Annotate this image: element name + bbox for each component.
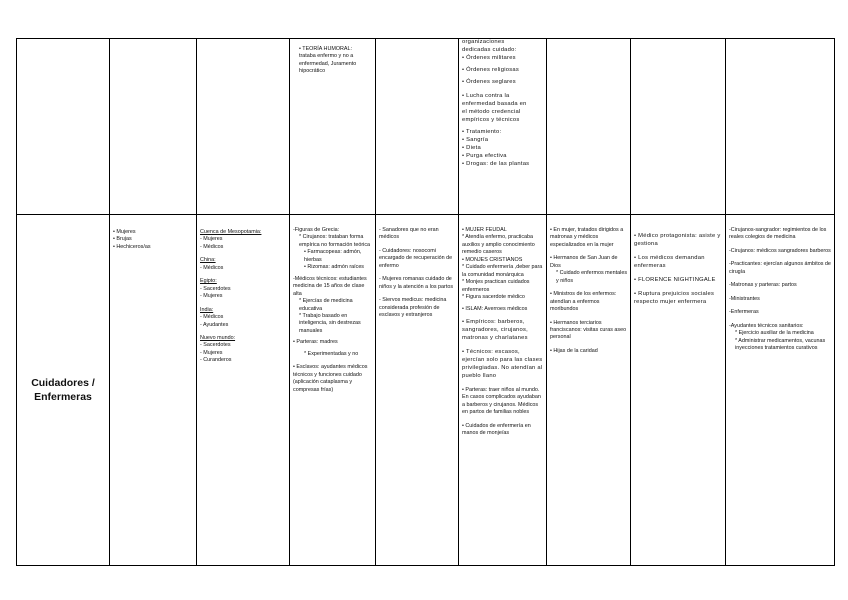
cell-empty-d bbox=[376, 39, 459, 215]
text-line: dedicadas cuidado: bbox=[462, 46, 517, 53]
region-heading: Egipto: bbox=[200, 278, 217, 285]
list-item: - Mujeres bbox=[200, 293, 223, 300]
list-item: • Hechiceros/as bbox=[113, 243, 151, 250]
text-line: • TEORÍA HUMORAL: bbox=[299, 46, 353, 52]
text-line: * Cuidado enfermería ,deber para la comunidad monárquica bbox=[462, 264, 543, 278]
text-line: enfermedad, Juramento bbox=[299, 60, 357, 67]
list-item: - Médicos bbox=[200, 243, 224, 250]
text-line: -Enfermeras bbox=[729, 309, 759, 316]
text-line: • Esclavos: ayudantes médicos técnicos y funciones cuidado (aplicación cataplasma y compresas frías) bbox=[293, 364, 368, 393]
text-line: • MONJES CRISTIANOS bbox=[462, 256, 523, 263]
text-line: • Dieta bbox=[462, 144, 481, 151]
text-line: -Figuras de Grecia: bbox=[293, 227, 340, 233]
cell-empty-f bbox=[631, 39, 726, 215]
text-line: • Parteras: madres bbox=[293, 339, 338, 346]
text-line: -Matronas y parteras: partos bbox=[729, 282, 797, 289]
text-line: • Lucha contra la bbox=[462, 92, 510, 99]
list-item: • Mujeres bbox=[113, 229, 136, 235]
text-line: • ISLAM: Averroes médicos bbox=[462, 305, 528, 312]
text-line: • Purga efectiva bbox=[462, 152, 507, 159]
list-item: - Sacerdotes bbox=[200, 285, 231, 292]
list-item: - Mujeres bbox=[200, 349, 223, 356]
text-line: -Cirujanos: médicos sangradores barberos bbox=[729, 247, 831, 254]
history-table bbox=[16, 38, 835, 566]
text-line: * Experimentadas y no bbox=[304, 350, 359, 357]
text-line: • FLORENCE NIGHTINGALE bbox=[634, 276, 716, 283]
text-line: - Mujeres romanas cuidado de niños y la atención a los partos bbox=[379, 276, 454, 290]
list-item: - Ayudantes bbox=[200, 321, 229, 328]
text-line: - Sanadores que no eran médicos bbox=[379, 227, 439, 241]
cell-empty-c bbox=[197, 39, 290, 215]
text-line: -Cirujanos-sangrador: regimientos de los reales colegios de medicina bbox=[729, 227, 827, 241]
list-item: - Sacerdotes bbox=[200, 342, 231, 349]
text-line: • Hijas de la caridad bbox=[550, 347, 598, 354]
table-row-cuidadores bbox=[17, 215, 835, 566]
text-line: • Los médicos demandan enfermeras bbox=[634, 254, 705, 269]
text-line: * Administrar medicamentos, vacunas inyecciones tratamientos curativos bbox=[735, 337, 826, 351]
cell-current-age bbox=[726, 215, 835, 566]
text-line: trataba enfermo y no a bbox=[299, 53, 354, 60]
text-line: • Rizomas: admón raíces bbox=[304, 264, 365, 271]
text-line: enfermedad basada en bbox=[462, 100, 527, 107]
cell-empty-b bbox=[110, 39, 197, 215]
text-line: • Drogas: de las plantas bbox=[462, 160, 530, 167]
text-line: hipocrático bbox=[299, 68, 326, 75]
text-line: • Médico protagonista: asiste y gestiona bbox=[634, 233, 721, 247]
cell-empty-g bbox=[726, 39, 835, 215]
text-line: • Tratamiento: bbox=[462, 128, 502, 135]
cell-rome bbox=[376, 215, 459, 566]
text-line: -Médicos técnicos: estudiantes medicina de 15 años de clase alta bbox=[293, 275, 367, 297]
cell-greece-top bbox=[290, 39, 376, 215]
text-line: • Órdenes religiosas bbox=[462, 66, 519, 73]
text-line: * Ejercicio auxiliar de la medicina bbox=[735, 330, 814, 337]
region-heading: India: bbox=[200, 306, 214, 313]
list-item: - Curanderos bbox=[200, 357, 232, 364]
text-line: • Parteras: traer niños al mundo. En casos complicados ayudaban a barberos y cirujanos. Médicos en partos de familias nobles bbox=[462, 386, 541, 416]
text-line: -Ayudantes técnicos sanitarios: bbox=[729, 322, 804, 329]
text-line: • Órdenes seglares bbox=[462, 78, 516, 85]
text-line: el método credencial bbox=[462, 108, 521, 115]
cell-middle-ages bbox=[459, 215, 547, 566]
list-item: - Mujeres bbox=[200, 236, 223, 243]
table-row-top bbox=[17, 39, 835, 215]
text-line: * Monjes practican cuidados enfermeros bbox=[462, 279, 530, 293]
text-line: * Figura sacerdote médico bbox=[462, 294, 525, 301]
cell-medieval-top bbox=[459, 39, 547, 215]
text-line: * Atendía enfermo, practicaba auxilios y amplio conocimiento remedio caseros bbox=[462, 234, 535, 256]
text-line: • Técnicos: escasos, ejercían solo para las clases privilegiadas. No atendían al pueblo llano bbox=[462, 348, 543, 379]
text-line: -Practicantes: ejercían algunos ámbitos de cirugía bbox=[729, 261, 831, 275]
text-line: -Ministrantes bbox=[729, 295, 760, 302]
text-line: • Hermanos terciarios franciscanos: visitas curas aseo personal bbox=[550, 319, 627, 341]
row-label: Cuidadores / Enfermeras bbox=[17, 215, 110, 566]
cell-greece bbox=[290, 215, 376, 566]
text-line: empíricos y técnicos bbox=[462, 116, 520, 123]
region-heading: Nuevo mundo: bbox=[200, 334, 236, 341]
list-item: • Brujas bbox=[113, 236, 132, 243]
text-line: • En mujer, tratados dirigidos a matronas y médicos especializados en la mujer bbox=[550, 227, 624, 248]
region-heading: China: bbox=[200, 257, 216, 264]
text-line: • MUJER FEUDAL bbox=[462, 227, 507, 233]
cell-contemporary-age bbox=[631, 215, 726, 566]
text-line: * Cirujanos: trataban forma empírica no formación teórica bbox=[299, 234, 371, 248]
text-line: - Cuidadores: nosocomi encargado de recuperación de enfermo bbox=[379, 247, 453, 269]
text-line: * Trabajo basado en inteligencia, sin destrezas manuales bbox=[299, 312, 361, 334]
cell-prehistory bbox=[110, 215, 197, 566]
cell-ancient-civilizations bbox=[197, 215, 290, 566]
text-line: * Ejercías de medicina educativa bbox=[299, 298, 353, 312]
text-line: - Siervos medicus: medicina considerada profesión de esclavos y extranjeros bbox=[379, 297, 447, 319]
text-line: organizaciones bbox=[462, 39, 505, 45]
text-line: • Hermanos de San Juan de Dios bbox=[550, 255, 618, 269]
text-line: • Cuidados de enfermería en manos de monje/as bbox=[462, 422, 531, 437]
text-line: • Ministros de los enfermos: atendían a enfermos moribundos bbox=[550, 291, 617, 313]
cell-empty-e bbox=[547, 39, 631, 215]
text-line: * Cuidado enfermos mentales y niños bbox=[556, 270, 628, 284]
region-heading: Cuenca de Mesopotamia: bbox=[200, 229, 262, 235]
text-line: • Farmacopeas: admón, hierbas bbox=[304, 249, 362, 263]
cell-empty-a bbox=[17, 39, 110, 215]
text-line: • Órdenes militares bbox=[462, 54, 516, 61]
text-line: • Ruptura prejuicios sociales respecto mujer enfermera bbox=[634, 290, 715, 305]
list-item: - Médicos bbox=[200, 314, 224, 321]
text-line: • Sangría bbox=[462, 136, 489, 143]
cell-modern-age bbox=[547, 215, 631, 566]
text-line: • Empíricos: barberos, sangradores, cirujanos, matronas y charlatanes bbox=[462, 318, 529, 341]
list-item: - Médicos bbox=[200, 264, 224, 271]
